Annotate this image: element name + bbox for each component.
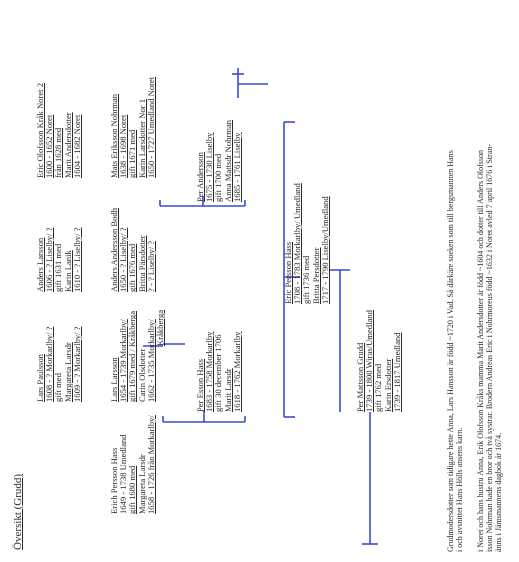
person-name: Erich Persson Hass xyxy=(109,447,119,514)
person-marriage: från 1628 med xyxy=(53,127,64,178)
person-name: Per Andersson xyxy=(195,152,205,202)
spouse-dates: 1662 - 1735 Morkarlby/ xyxy=(145,319,156,402)
person-name: Eric Persson Hass xyxy=(283,241,293,304)
spouse-name: Margareta Larsdr xyxy=(62,342,73,402)
spouse-dates: 1739 - 1817 Umedland xyxy=(391,332,402,412)
spouse-name: Karin Lanik xyxy=(62,250,73,292)
person-dates: 1606 - ? Liselby/ ? xyxy=(44,227,55,292)
person-lars-larsson xyxy=(110,310,165,402)
person-dates: 1608 - ? Morkarlby/ ? xyxy=(44,326,55,402)
person-name: Anders Andersson Bodh xyxy=(109,207,119,292)
spouse-dates: 1717 - 1790 Liselby/Umedland xyxy=(319,196,330,304)
spouse-dates: 1618 - 1762 Morkarlby xyxy=(231,331,242,412)
note-line: Grudmodersdotter som tidigare hette Anna, Lars Hansson är född ~1720 i Vad. Så därkäre soeken som till bergsmannen Hans xyxy=(446,150,455,552)
spouse-dates: 1650 - 1727 Umedland Noret xyxy=(145,76,156,178)
person-marriage: gift 1700 med xyxy=(213,153,224,202)
spouse-dates: 1604 - 1682 Noret xyxy=(71,114,82,178)
person-marriage: gift med xyxy=(53,373,64,402)
person-name: Lars Larsson xyxy=(109,357,119,402)
spouse-dates: 1610 - ? Liselby/ ? xyxy=(71,227,82,292)
person-dates: 1675 - 1730 Liselby xyxy=(204,132,215,202)
person-dates: 1739 - 1800 Wiras/Umedland xyxy=(364,310,375,412)
person-marriage: gift 1736 med xyxy=(301,255,312,304)
spouse-name: Margareta Larsdr xyxy=(136,454,147,514)
spouse-name: Marit Larsdr xyxy=(222,368,233,412)
person-dates: 1708 - 1783 Morkarlby/ Umedland xyxy=(292,183,303,304)
spouse-name: Karin Ersdotter xyxy=(382,358,393,412)
note-line: i Noret och hans hustru Anna, Erik Olofsson Kråks mamma Marit Andersdotter är född ~1604 och dotter till Anders Olofsson xyxy=(476,149,485,552)
person-marriage: gift 1671 med xyxy=(127,129,138,178)
note-line: isson Nohrman hade en bror och två systrar. Brodern Andreas Eric i Nohrmoreus född ~1632 i Noret avled 7 april 1676 i Stran- xyxy=(485,143,494,552)
person-name: Mats Eriksson Nohrman xyxy=(109,93,119,178)
spouse-dates: 1658 - 1726 från Morkarlby/ xyxy=(145,415,156,514)
person-name: Per Esson Hass xyxy=(195,359,205,412)
person-name: Anders Larsson xyxy=(35,237,45,292)
spouse-name: Carin Olsdotter xyxy=(136,348,147,402)
person-per-andersson xyxy=(196,120,242,202)
person-anders-larsson xyxy=(36,228,82,292)
spouse-name: Britta Persdotter xyxy=(310,247,321,304)
spouse-dates: 1609 - ? Morkarlby/ ? xyxy=(71,326,82,402)
person-dates: 1650 - ? Liselby/ ? xyxy=(118,227,129,292)
spouse-name: Karin Larsdotter Nor 1 xyxy=(136,99,147,178)
person-mats-nohrman xyxy=(110,77,156,178)
spouse-dates: 1685 - 1761 Liselby xyxy=(231,132,242,202)
spouse-dates: ? - ? Liselby/ ? xyxy=(145,240,156,292)
person-name: Per Mattsson Grudd xyxy=(355,342,365,412)
person-marriage: gift 1762 med xyxy=(373,363,384,412)
person-per-esson-hass xyxy=(196,332,242,412)
person-marriage: gift 30 december 1706 xyxy=(213,334,224,412)
note-line: i och avsnittet Hans Hölls ansens karn. xyxy=(455,427,464,552)
person-eric-hass xyxy=(284,183,330,304)
person-dates: 1600 - 1652 Noret xyxy=(44,114,55,178)
person-anders-bodh xyxy=(110,208,156,292)
person-erich-hass xyxy=(110,415,156,514)
person-marriage: gift 1631 med xyxy=(53,243,64,292)
person-marriage: gift 1676 med xyxy=(127,243,138,292)
spouse-name: Britta Pärsdotter xyxy=(136,235,147,292)
spouse-place: Kråkberga xyxy=(155,309,166,346)
person-name: Lars Paulsson xyxy=(35,354,45,402)
person-per-grudd xyxy=(356,310,402,412)
person-dates: 1654 - 1739 Morkarlby/ xyxy=(118,319,129,402)
spouse-name: Marit Andersdotter xyxy=(62,112,73,178)
note-line: änns i Jämsmannens dagbok år 1674. xyxy=(494,432,503,552)
person-marriage: gift 1679 med / Kråkberga xyxy=(127,310,138,402)
person-dates: 1638 - 1698 Noret xyxy=(118,114,129,178)
person-dates: 1649 - 1738 Umedland xyxy=(118,434,129,514)
page-title: Översikt (Grudd) xyxy=(12,473,24,550)
spouse-name: Anna Mattsdr Nohrman xyxy=(222,119,233,202)
person-marriage: gift 1680 med xyxy=(127,465,138,514)
person-eric-krak xyxy=(36,83,82,178)
person-dates: 1683 - 1758 Morkarlby xyxy=(204,331,215,412)
person-name: Eric Olofsson Kråk Noret 2 xyxy=(35,83,45,178)
person-lars-paulsson xyxy=(36,327,82,402)
